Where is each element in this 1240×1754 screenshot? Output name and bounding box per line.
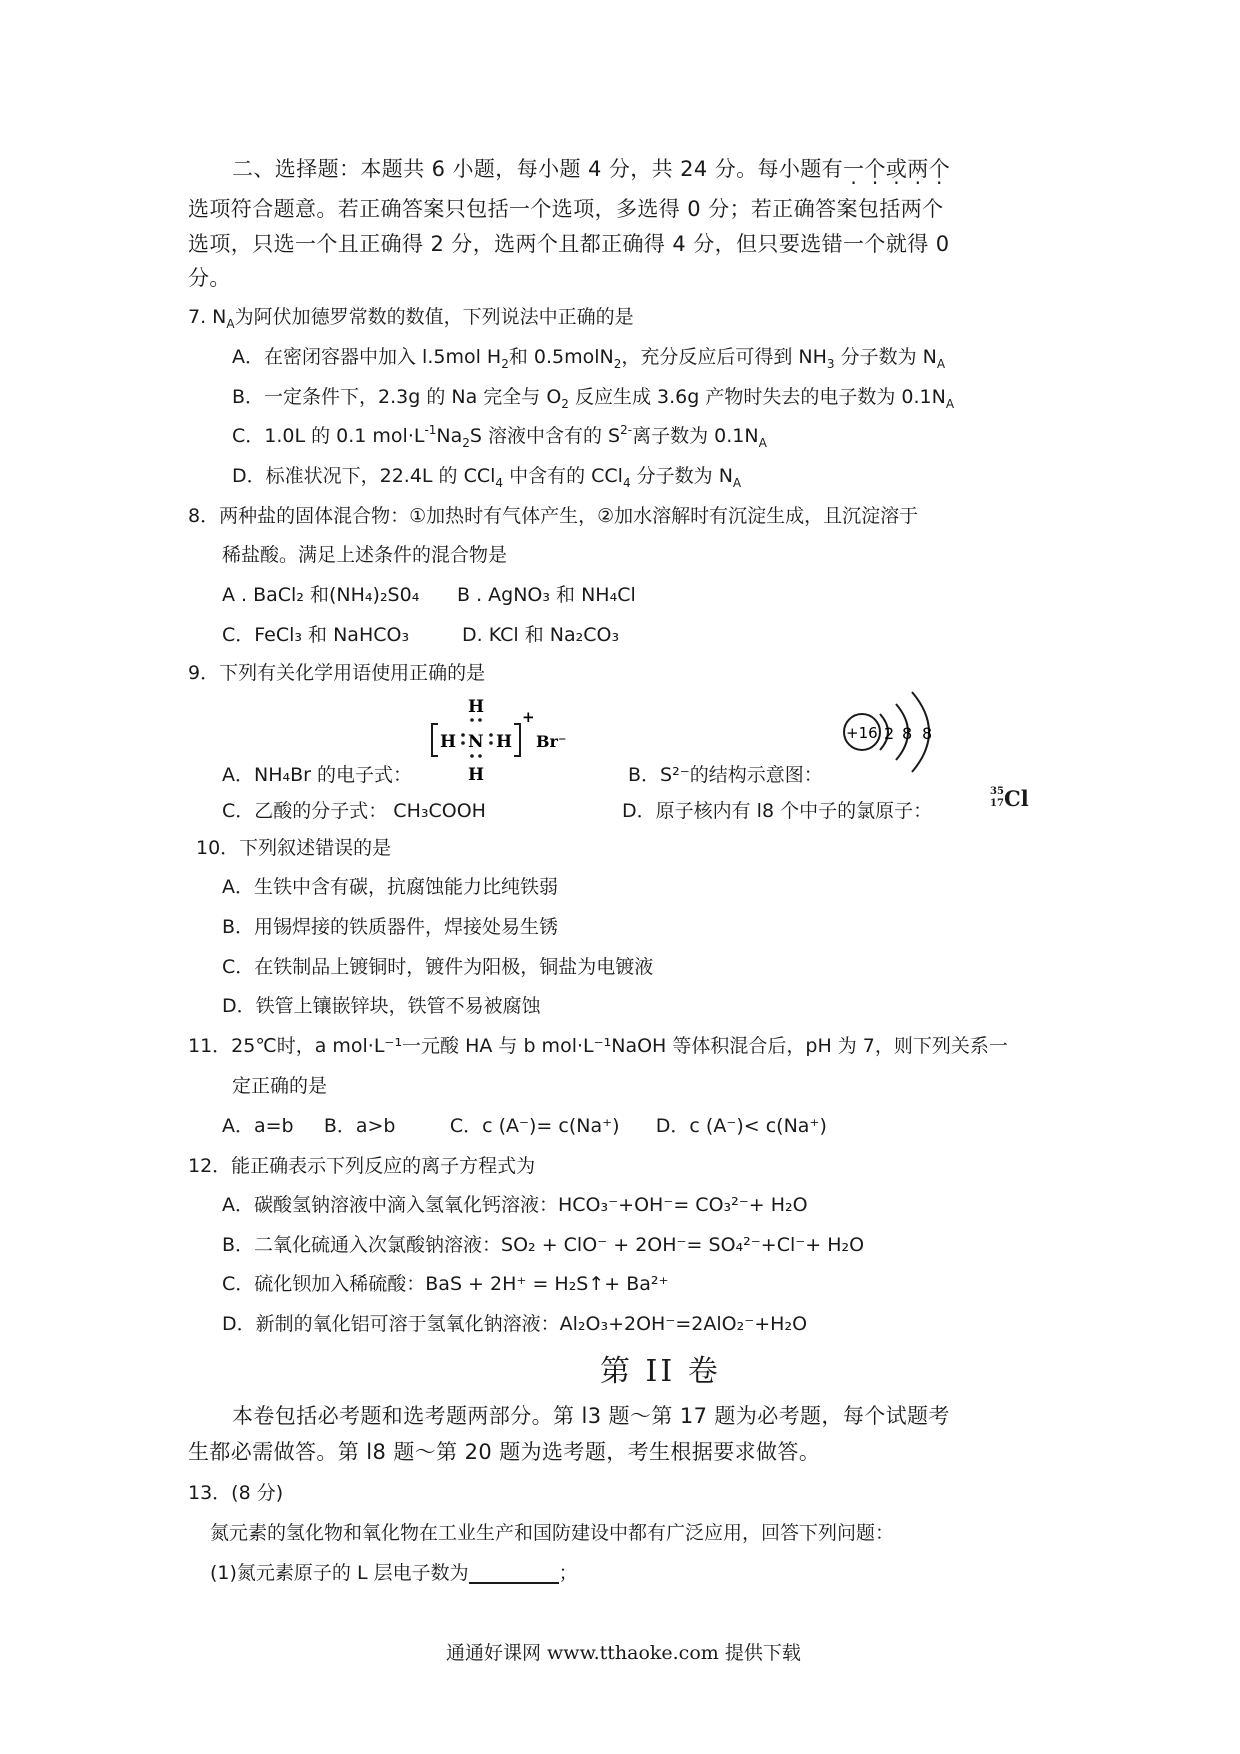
s2-structure-diagram bbox=[840, 682, 960, 782]
part2-title: 第 II 卷 bbox=[600, 1354, 721, 1389]
footer-source: 通通好课网 www.tthaoke.com 提供下载 bbox=[446, 1642, 801, 1664]
q7-option-a: A．在密闭容器中加入 l.5mol $H_2$和 0.5molN$_2$，充分反应后可得到 $NH_3$ 分子数为 $N_A$ bbox=[232, 346, 946, 371]
q9-option-c: C．乙酸的分子式： CH₃COOH bbox=[222, 800, 486, 822]
q11-options: A．a=b B．a>b C．c (A⁻)= c(Na⁺) D．c (A⁻)< c(Na⁺) bbox=[222, 1115, 827, 1137]
q9-option-a: A．NH₄Br 的电子式： bbox=[222, 764, 413, 786]
q11-stem-1: 11．25℃时，a mol·L⁻¹一元酸 HA 与 b mol·L⁻¹NaOH 等体积混合后，pH 为 7，则下列关系一 bbox=[188, 1035, 1008, 1057]
q7-option-d: D．标准状况下，22.4L 的 CCl$_4$ 中含有的 CCl$_4$ 分子数为 $N_A$ bbox=[232, 465, 742, 490]
part2-intro-1: 本卷包括必考题和选考题两部分。第 l3 题～第 17 题为必考题，每个试题考 bbox=[232, 1404, 950, 1428]
bromide-ion: Br⁻ bbox=[536, 732, 567, 751]
q12-option-c: C．硫化钡加入稀硫酸：BaS + 2H⁺ = H₂S↑+ Ba²⁺ bbox=[222, 1273, 669, 1295]
q10-option-a: A．生铁中含有碳，抗腐蚀能力比纯铁弱 bbox=[222, 876, 558, 898]
q13-heading: 13．(8 分) bbox=[188, 1482, 284, 1504]
q7-option-c: C．1.0L 的 0.1 $mol\cdot L^{-1}Na_2S$ 溶液中含有的 $S^{2-}$离子数为 $0.1N_A$ bbox=[232, 423, 767, 450]
h-top: H bbox=[468, 697, 485, 717]
q12-option-a: A．碳酸氢钠溶液中滴入氢氧化钙溶液：HCO₃⁻+OH⁻= CO₃²⁻+ H₂O bbox=[222, 1194, 808, 1216]
section2-line4: 分。 bbox=[188, 266, 231, 290]
q8-stem-1: 8．两种盐的固体混合物：①加热时有气体产生，②加水溶解时有沉淀生成，且沉淀溶于 bbox=[188, 505, 919, 527]
q8-option-c: C．FeCl₃ 和 NaHCO₃ bbox=[222, 624, 410, 646]
h-right: H bbox=[496, 732, 513, 752]
nh4br-electron-formula bbox=[428, 692, 588, 782]
q10-option-c: C．在铁制品上镀铜时，镀件为阳极，铜盐为电镀液 bbox=[222, 956, 654, 978]
nucleus-charge: +16 bbox=[846, 724, 878, 742]
q11-stem-2: 定正确的是 bbox=[232, 1075, 328, 1097]
section2-line2: 选项符合题意。若正确答案只包括一个选项，多选得 0 分；若正确答案包括两个 bbox=[188, 197, 944, 221]
charge-plus: + bbox=[522, 708, 535, 726]
q13-part1: (1)氮元素原子的 L 层电子数为 ； bbox=[210, 1562, 578, 1584]
q8-option-b: B . AgNO₃ 和 NH₄Cl bbox=[457, 584, 636, 606]
q9-option-d: D．原子核内有 l8 个中子的氯原子： bbox=[622, 800, 933, 822]
q9-stem: 9．下列有关化学用语使用正确的是 bbox=[188, 662, 486, 684]
q12-stem: 12．能正确表示下列反应的离子方程式为 bbox=[188, 1155, 536, 1177]
shell-1: 2 bbox=[884, 724, 895, 743]
part2-intro-2: 生都必需做答。第 l8 题～第 20 题为选考题，考生根据要求做答。 bbox=[188, 1440, 821, 1464]
q10-option-b: B．用锡焊接的铁质器件，焊接处易生锈 bbox=[222, 916, 559, 938]
q7-stem: 7. $N_A$为阿伏加德罗常数的数值，下列说法中正确的是 bbox=[188, 306, 634, 331]
q7-option-b: B．一定条件下，2.3g 的 Na 完全与 $O_2$ 反应生成 3.6g 产物时失去的电子数为 $0.1N_A$ bbox=[232, 386, 955, 411]
q12-option-d: D．新制的氧化铝可溶于氢氧化钠溶液：Al₂O₃+2OH⁻=2AlO₂⁻+H₂O bbox=[222, 1313, 808, 1335]
q13-intro: 氮元素的氢化物和氧化物在工业生产和国防建设中都有广泛应用，回答下列问题： bbox=[210, 1522, 895, 1544]
section2-line3: 选项，只选一个且正确得 2 分，选两个且都正确得 4 分，但只要选错一个就得 0 bbox=[188, 232, 950, 256]
q8-option-d: D. KCl 和 Na₂CO₃ bbox=[462, 624, 620, 646]
h-left: H bbox=[440, 732, 457, 752]
cl-isotope-notation: 35 17 Cl bbox=[990, 786, 1029, 811]
answer-blank[interactable] bbox=[469, 1564, 559, 1584]
q12-option-b: B．二氧化硫通入次氯酸钠溶液：SO₂ + ClO⁻ + 2OH⁻= SO₄²⁻+Cl⁻+ H₂O bbox=[222, 1234, 865, 1256]
q10-stem: 10．下列叙述错误的是 bbox=[196, 837, 392, 859]
q9-option-b: B．S²⁻的结构示意图： bbox=[628, 764, 823, 786]
q10-option-d: D．铁管上镶嵌锌块，铁管不易被腐蚀 bbox=[222, 995, 541, 1017]
section2-line1: 二、选择题：本题共 6 小题，每小题 4 分，共 24 分。每小题有一个或两个 bbox=[232, 157, 951, 181]
q8-stem-2: 稀盐酸。满足上述条件的混合物是 bbox=[222, 544, 508, 566]
h-bottom: H bbox=[468, 765, 485, 782]
shell-2: 8 bbox=[902, 724, 913, 743]
q8-option-a: A . BaCl₂ 和(NH₄)₂S0₄ bbox=[222, 584, 420, 606]
shell-3: 8 bbox=[922, 724, 933, 743]
n-center: N bbox=[468, 732, 484, 752]
